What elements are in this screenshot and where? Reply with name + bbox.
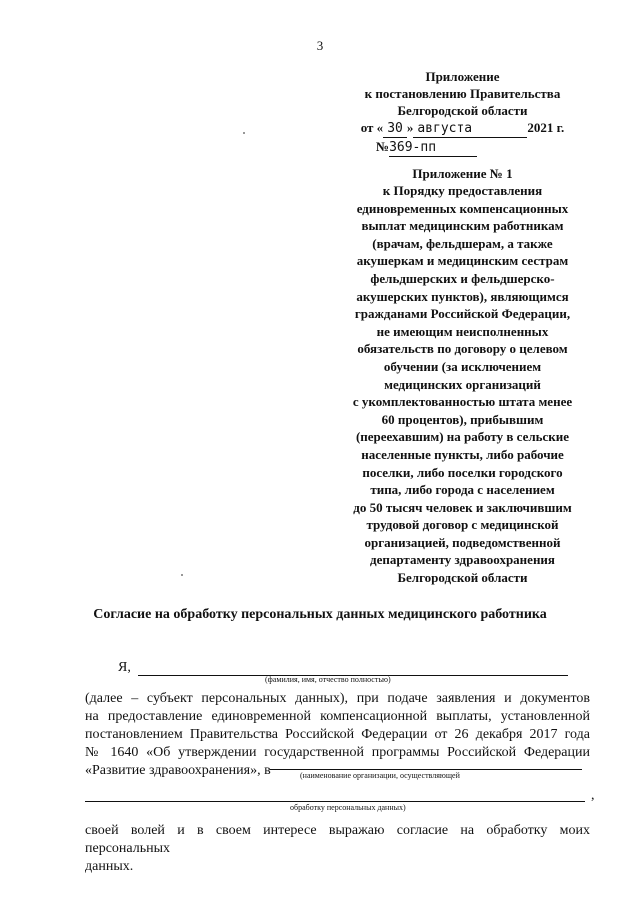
appendix-1-line: с укомплектованностью штата менее [352,394,573,410]
appendix-1-line: населенные пункты, либо рабочие [361,446,564,462]
date-day: 30 [387,121,403,136]
appendix-1-line: медицинских организаций [384,376,541,392]
appendix-1-line: (переехавшим) на работу в сельские [355,429,570,445]
paragraph-line: на предоставление единовременной компенсационной выплаты, установленной [85,709,590,724]
organization-field-line-2[interactable] [85,801,585,802]
appendix-header [330,68,595,157]
date-mid: » [406,120,414,135]
appendix-title: Приложение [425,69,500,84]
number-value: 369-пп [389,140,437,155]
appendix-1-line: департаменту здравоохранения [370,552,555,568]
appendix-1-title: Приложение № 1 [412,166,513,181]
appendix-line-2: к постановлению Правительства [364,86,561,101]
paragraph-line: своей волей и в своем интересе выражаю согласие на обработку моих персональных [85,823,590,856]
appendix-1-body [330,182,595,587]
paragraph-line: данных. [85,859,134,874]
paragraph-line: (далее – субъект персональных данных), при подаче заявления и документов [85,691,590,706]
number-field [389,138,477,157]
appendix-1-line: обязательств по договору о целевом [357,341,568,357]
date-month: августа [417,121,473,136]
appendix-1-line: Белгородской области [397,570,528,586]
appendix-line-3: Белгородской области [397,103,528,118]
appendix-date [330,119,595,138]
paragraph-line: № 1640 «Об утверждении государственной программы Российской Федерации [85,745,590,760]
date-year: 2021 г. [527,120,565,135]
document-title: Согласие на обработку персональных данных медицинского работника [93,607,547,622]
consent-final-paragraph [85,822,590,876]
appendix-1-line: акушерских пунктов), являющимся [356,288,569,304]
appendix-1-line: организацией, подведомственной [364,534,561,550]
appendix-1-line: поселки, либо поселки городского [362,464,563,480]
appendix-1-line: гражданами Российской Федерации, [354,306,571,322]
paragraph-line: «Развитие здравоохранения», в [85,763,271,778]
form-ya: Я, [118,660,131,675]
appendix-1-line: фельдшерских и фельдшерско- [370,270,555,286]
organization-field-line[interactable] [270,769,582,770]
scan-speck [243,132,245,134]
paragraph-line: постановлением Правительства Российской Федерации от 26 декабря 2017 года [85,727,590,742]
appendix-1-line: (врачам, фельдшерам, а также [372,235,553,251]
appendix-number [330,138,595,157]
appendix-1-line: не имеющим неисполненных [376,323,549,339]
appendix-1-line: единовременных компенсационных [356,200,569,216]
date-prefix: от « [360,120,384,135]
appendix-1-line: до 50 тысяч человек и заключившим [353,499,572,515]
date-day-field [383,119,407,138]
date-month-field [413,119,527,138]
scan-speck [181,574,183,576]
appendix-1-line: 60 процентов), прибывшим [381,411,544,427]
appendix-1-line: выплат медицинским работникам [361,218,564,234]
fio-caption: (фамилия, имя, отчество полностью) [265,675,391,684]
appendix-1-line: к Порядку предоставления [382,183,543,198]
number-prefix: № [376,139,390,154]
appendix-1-line: акушеркам и медицинским сестрам [356,253,569,269]
page-number: 3 [316,38,324,53]
appendix-1-line: типа, либо города с населением [370,482,555,498]
appendix-1-block [330,165,595,587]
organization-caption-2: обработку персональных данных) [290,803,406,812]
appendix-1-line: трудовой договор с медицинской [366,517,559,533]
organization-caption: (наименование организации, осуществляющей [300,771,460,780]
line-comma: , [591,788,595,803]
appendix-1-line: обучении (за исключением [383,358,542,374]
consent-paragraph [85,690,590,780]
